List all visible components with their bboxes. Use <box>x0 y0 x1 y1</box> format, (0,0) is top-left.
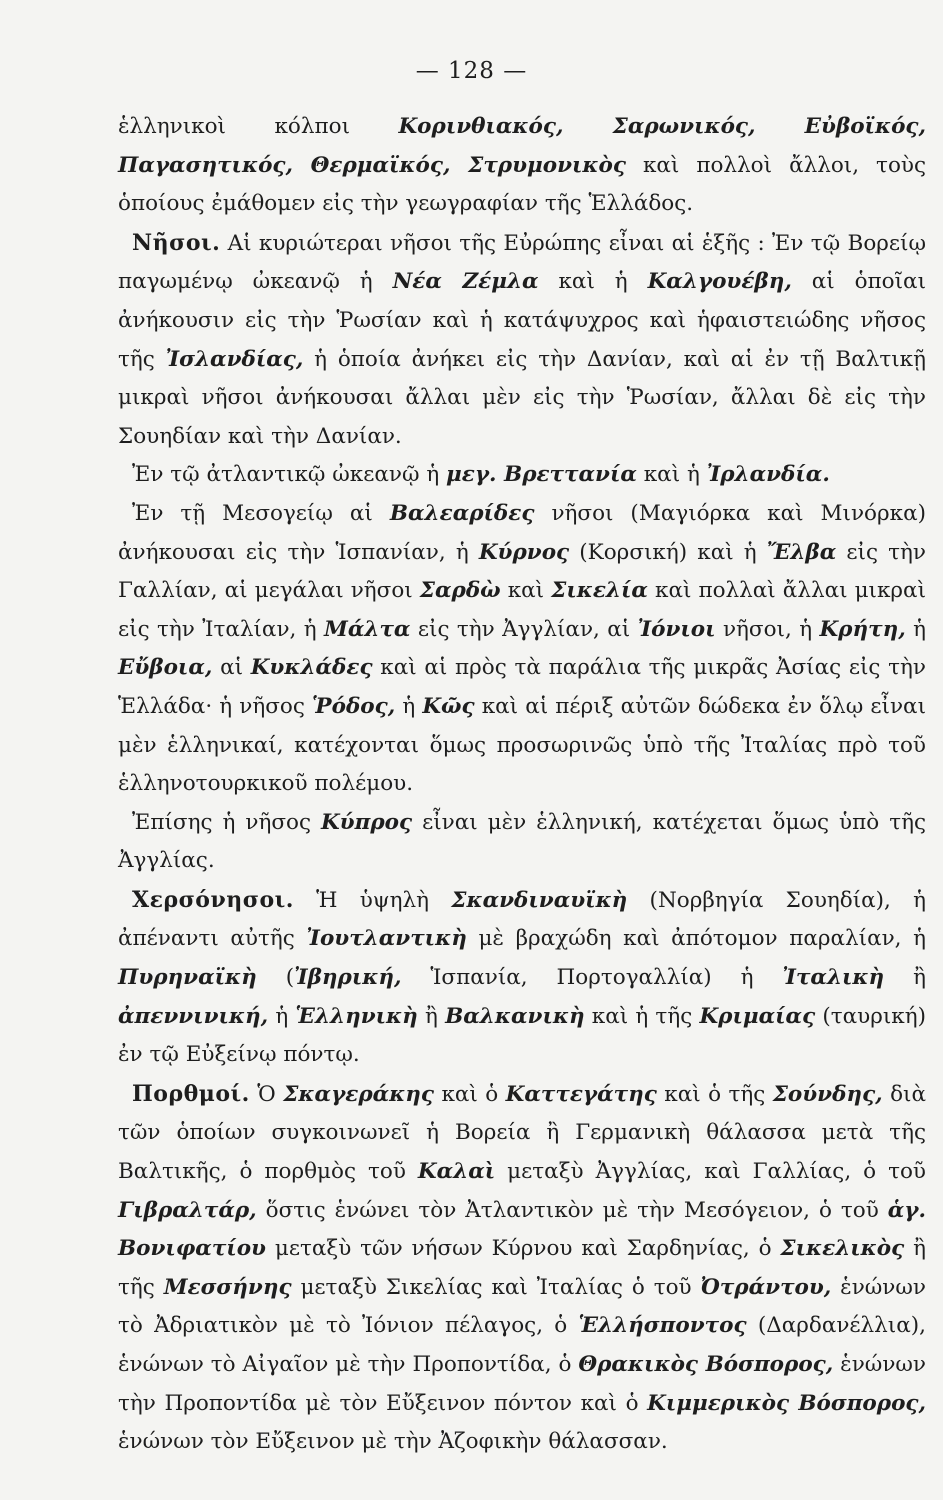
section-heading: Πορθμοί. <box>132 1080 250 1107</box>
paragraph-p4 <box>118 495 926 804</box>
emphasis-term: Κυκλάδες <box>250 655 373 681</box>
emphasis-term: Ἑλλήσποντος <box>578 1313 747 1339</box>
text-run: μὲ βραχώδη καὶ ἀπότομον παραλίαν, ἡ <box>466 926 926 952</box>
text-run: εἰς τὴν Γαλλίαν, αἱ μεγάλαι νῆσοι <box>118 539 926 604</box>
text-run: Ἱσπανία, Πορτογαλλία) ἡ <box>401 965 783 991</box>
text-run: εἶναι μὲν ἑλληνική, κατέχεται ὅμως ὑπὸ τῆς Ἀγγλίας. <box>118 809 927 874</box>
emphasis-term: Κιμμερικὸς Βόσπορος, <box>647 1390 926 1416</box>
body-text <box>118 108 926 1462</box>
text-run: Ἡ ὑψηλὴ <box>293 887 452 913</box>
text-run: Ὁ <box>249 1081 284 1107</box>
page-number: — 128 — <box>415 58 528 84</box>
emphasis-term: Ἰταλικὴ <box>782 965 885 991</box>
emphasis-term: ἁγ. Βονιφατίου <box>118 1197 926 1262</box>
emphasis-term: Κῶς <box>422 693 475 719</box>
emphasis-term: μεγ. Βρεττανία <box>446 462 637 488</box>
emphasis-term: Καλγουέβη, <box>647 269 792 295</box>
text-run: καὶ πολλοὶ ἄλλοι, τοὺς ὁποίους ἐμάθομεν εἰς τὴν γεωγραφίαν τῆς Ἑλλάδος. <box>118 152 927 217</box>
text-run: ἑλληνικοὶ κόλποι <box>118 114 399 139</box>
text-run: ἑνώνων τὴν Προποντίδα μὲ τὸν Εὔξεινον πόντον καὶ ὁ <box>118 1352 926 1416</box>
text-run: καὶ πολλαὶ ἄλλαι μικραὶ εἰς τὴν Ἰταλίαν, ἡ <box>118 578 926 642</box>
emphasis-term: Βαλκανικὴ <box>445 1003 585 1029</box>
paragraph-p2 <box>118 224 926 457</box>
emphasis-term: Καττεγάτης <box>505 1081 657 1107</box>
emphasis-term: Σικελικὸς <box>780 1236 905 1262</box>
text-run: Ἐν τῇ Μεσογείῳ αἱ <box>132 500 390 526</box>
text-run: καὶ ὁ <box>434 1081 506 1107</box>
emphasis-term: Εὔβοια, <box>118 655 213 681</box>
emphasis-term: Βαλεαρίδες <box>389 500 535 526</box>
emphasis-term: Κύρνος <box>478 539 570 565</box>
emphasis-term: Καλαὶ <box>417 1159 496 1185</box>
text-run: καὶ αἱ πρὸς τὰ παράλια τῆς μικρᾶς Ἀσίας εἰς τὴν Ἑλλάδα· ἡ νῆσος <box>118 655 926 719</box>
section-heading: Χερσόνησοι. <box>132 886 294 913</box>
text-run: (ταυρική) ἐν τῷ Εὐξείνῳ πόντῳ. <box>118 1003 927 1068</box>
emphasis-term: Ῥόδος, <box>312 693 396 719</box>
text-run: καὶ ἡ τῆς <box>584 1003 700 1029</box>
emphasis-term: Πυρηναϊκὴ <box>118 965 257 991</box>
emphasis-term: Κρήτη, <box>819 616 906 642</box>
text-run: ἑνώνων τὸ Ἀδριατικὸν μὲ τὸ Ἰόνιον πέλαγος, ὁ <box>118 1274 926 1339</box>
emphasis-term: Γιβραλτάρ, <box>118 1197 257 1223</box>
paragraph-p5 <box>118 804 926 881</box>
emphasis-term: Μάλτα <box>324 616 411 642</box>
emphasis-term: Ἑλληνικὴ <box>295 1003 418 1029</box>
text-run: εἰς τὴν Ἀγγλίαν, αἱ <box>410 616 638 642</box>
text-run: καὶ <box>500 578 552 604</box>
emphasis-term: Σκανδιναυϊκὴ <box>451 887 628 913</box>
paragraph-p7 <box>118 1075 926 1462</box>
text-run: ἡ <box>905 616 926 642</box>
emphasis-term: Ἰόνιοι <box>637 616 716 642</box>
paragraph-p1 <box>118 108 926 224</box>
text-run: καὶ ἡ <box>636 462 707 488</box>
emphasis-term: Σούνδης, <box>772 1081 883 1107</box>
emphasis-term: Ἰρλανδία. <box>706 462 830 488</box>
text-run: ( <box>256 965 295 991</box>
emphasis-term: Κύπρος <box>321 809 413 835</box>
emphasis-term: ἀπεννινική, <box>118 1003 269 1029</box>
text-run: ἡ ὁποία ἀνήκει εἰς τὴν Δανίαν, καὶ αἱ ἐν τῇ Βαλτικῇ μικραὶ νῆσοι ἀνήκουσαι ἄλλαι μὲν εἰς τὴν Ῥωσίαν, ἄλλαι δὲ εἰς τὴν Σουηδίαν καὶ τὴν Δανίαν. <box>118 346 927 449</box>
text-run: καὶ ἡ <box>538 269 648 295</box>
emphasis-term: Σκαγεράκης <box>283 1081 435 1107</box>
text-run: μεταξὺ Ἀγγλίας, καὶ Γαλλίας, ὁ τοῦ <box>495 1159 926 1185</box>
text-run: αἱ ὁποῖαι ἀνήκουσιν εἰς τὴν Ῥωσίαν καὶ ἡ κατάψυχρος καὶ ἡφαιστειώδης νῆσος τῆς <box>118 269 927 372</box>
emphasis-term: Σικελία <box>551 578 648 604</box>
text-run: νῆσοι (Μαγιόρκα καὶ Μινόρκα) ἀνήκουσαι εἰς τὴν Ἱσπανίαν, ἡ <box>118 500 926 565</box>
emphasis-term: Μεσσήνης <box>163 1274 292 1300</box>
text-run: καὶ ὁ τῆς <box>656 1081 773 1107</box>
text-run: Αἱ κυριώτεραι νῆσοι τῆς Εὐρώπης εἶναι αἱ ἑξῆς : Ἐν τῷ Βορείῳ παγωμένῳ ὠκεανῷ ἡ <box>118 230 926 295</box>
text-run: (Νορβηγία Σουηδία), ἡ ἀπέναντι αὐτῆς <box>118 887 926 952</box>
text-run: Ἐπίσης ἡ νῆσος <box>132 809 321 835</box>
emphasis-term: Θρακικὸς Βόσπορος, <box>578 1352 834 1377</box>
text-run: ἑνώνων τὸν Εὔξεινον μὲ τὴν Ἀζοφικὴν θάλασσαν. <box>118 1429 668 1455</box>
text-run: ὅστις ἑνώνει τὸν Ἀτλαντικὸν μὲ τὴν Μεσόγειον, ὁ τοῦ <box>256 1197 888 1223</box>
emphasis-term: Ἰσλανδίας, <box>165 346 304 372</box>
text-run: ἡ <box>268 1003 296 1029</box>
text-run: ἢ <box>884 965 926 991</box>
emphasis-term: Ὀτράντου, <box>700 1274 832 1300</box>
paragraph-p3 <box>118 456 926 495</box>
text-run: καὶ αἱ πέριξ αὐτῶν δώδεκα ἐν ὅλῳ εἶναι μὲν ἑλληνικαί, κατέχονται ὅμως προσωρινῶς ὑπὸ τῆς Ἰταλίας πρὸ τοῦ ἑλληνοτουρκικοῦ πολέμου. <box>118 693 926 797</box>
emphasis-term: Ἰουτλαντικὴ <box>306 926 467 952</box>
emphasis-term: Κριμαίας <box>699 1003 816 1029</box>
text-run: ἢ τῆς <box>118 1236 926 1300</box>
emphasis-term: Νέα Ζέμλα <box>392 269 539 295</box>
text-run: (Κορσική) καὶ ἡ <box>569 539 767 565</box>
emphasis-term: Σαρδὼ <box>419 578 501 604</box>
text-run: διὰ τῶν ὁποίων συγκοινωνεῖ ἡ Βορεία ἢ Γερμανικὴ θάλασσα μετὰ τῆς Βαλτικῆς, ὁ πορθμὸς τοῦ <box>118 1081 926 1185</box>
text-run: ἢ <box>417 1003 446 1029</box>
text-run: αἱ <box>212 655 251 681</box>
emphasis-term: Κορινθιακός, Σαρωνικός, Εὐβοϊκός, Παγασητικός, Θερμαϊκός, Στρυμονικὸς <box>118 114 926 178</box>
text-run: (Δαρδανέλλια), ἑνώνων τὸ Αἰγαῖον μὲ τὴν Προποντίδα, ὁ <box>118 1313 926 1377</box>
text-run: μεταξὺ τῶν νήσων Κύρνου καὶ Σαρδηνίας, ὁ <box>265 1236 781 1262</box>
section-heading: Νῆσοι. <box>132 229 221 256</box>
text-run: μεταξὺ Σικελίας καὶ Ἰταλίας ὁ τοῦ <box>291 1274 701 1300</box>
text-run: ἡ <box>395 693 423 719</box>
emphasis-term: Ἔλβα <box>766 539 837 565</box>
emphasis-term: Ἰβηρική, <box>294 965 402 991</box>
paragraph-p6 <box>118 881 926 1075</box>
text-run: Ἐν τῷ ἀτλαντικῷ ὠκεανῷ ἡ <box>132 462 447 488</box>
text-run: νῆσοι, ἡ <box>715 616 820 642</box>
